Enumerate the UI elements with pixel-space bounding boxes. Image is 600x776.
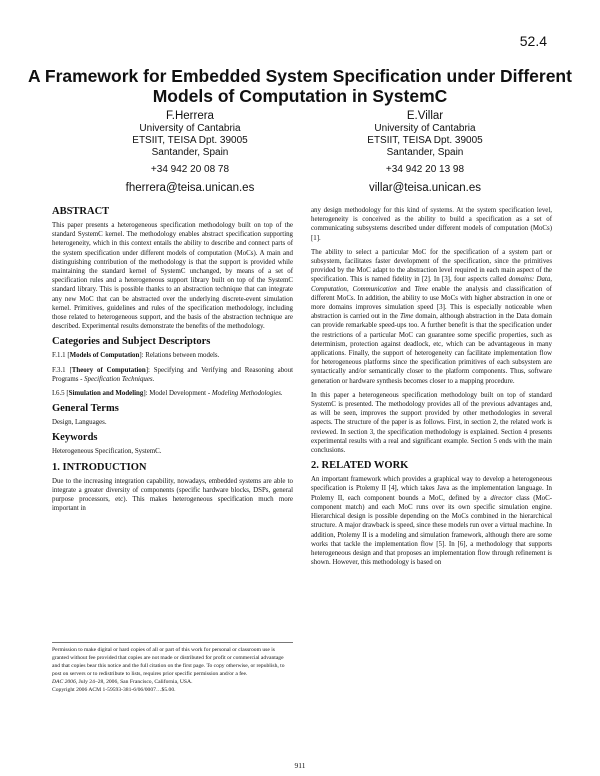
paragraph: any design methodology for this kind of systems. At the system specification level, heterogeneity is conceived as the ability to build a specification as a set of communicating subsystems described under different models of computation (MoCs) [1].: [311, 207, 552, 242]
author-affiliation: University of Cantabria: [139, 123, 241, 134]
author-email: villar@teisa.unican.es: [368, 182, 482, 194]
author-department: ETSIIT, TEISA Dpt. 39005: [367, 135, 483, 146]
paragraph: In this paper a heterogeneous specification methodology built on top of standard SystemC is presented. The methodology provides all of the previous advantages and, as will be seen, improves the support provided by other methodologies in several aspects. The structure of the paper is as follows. First, in section 2, the related work is reviewed. In section 3, the specification methodology is explained. Section 4 presents experimental results with a real and significant example. Section 5 ends with the main conclusions.: [311, 391, 552, 455]
category-item: I.6.5 [Simulation and Modeling]: Model Development - Modeling Methodologies.: [52, 390, 283, 398]
introduction-text: Due to the increasing integration capability, nowadays, embedded systems are able to integrate a greater diversity of components (specific hardware blocks, DSPs, general purpose processors, etc). This makes heterogeneous specification much more important in: [52, 477, 293, 513]
conference-line: DAC 2006, July 24–28, 2006, San Francisco, California, USA.: [52, 679, 193, 685]
author-name: E.Villar: [406, 110, 444, 122]
author-phone: +34 942 20 13 98: [385, 164, 465, 175]
general-terms-heading: General Terms: [52, 403, 119, 415]
paragraph: The ability to select a particular MoC for the specification of a system part or subsystem, facilitates faster development of the specification, since the primitives provided by the MoC adapt to the abstraction level required in each main aspect of the specification. This is named fidelity in [2]. In [3], four aspects called domains: Data, Computation, Communication and Time enable the analysis and classification of different MoCs. In addition, the ability to use MoCs with higher abstraction in one or more domains improves simulation speed [3]. This is especially noticeable when abstraction is carried out in the Time domain, although abstraction in the Data domain can provide remarkable speed-ups too. A further benefit is that the specification under the restrictions of a particular MoC can guarantee some specific properties, such as determinism, protection against deadlock, etc, which can be advantageous in many applications. Finally, the support of heterogeneity can facilitate implementation flow for heterogeneous platforms since the specification primitives of each subsystem are syntactically and/or semantically closer to the platform components. Thus, software generation or hardware synthesis becomes closer to a mapping procedure.: [311, 248, 552, 385]
keywords-text: Heterogeneous Specification, SystemC.: [52, 448, 162, 456]
author-city: Santander, Spain: [386, 147, 464, 158]
general-terms-text: Design, Languages.: [52, 419, 107, 427]
introduction-heading: 1. INTRODUCTION: [52, 461, 147, 473]
permission-text: Permission to make digital or hard copies of all or part of this work for personal or classroom use is granted without fee provided that copies are not made or distributed for profit or commercial advantage and that copies bear this notice and the full citation on the first page. To copy otherwise, or republish, to post on servers or to redistribute to lists, requires prior specific permission and/or a fee.: [52, 647, 285, 677]
author-name: F.Herrera: [166, 110, 214, 122]
author-affiliation: University of Cantabria: [374, 123, 476, 134]
abstract-heading: ABSTRACT: [52, 206, 110, 217]
page-number: 911: [294, 761, 306, 770]
paper-title: A Framework for Embedded System Specification under Different Models of Computation in SystemC: [28, 66, 572, 106]
category-item: F.3.1 [Theory of Computation]: Specifying and Verifying and Reasoning about Programs - Specification Techniques.: [52, 366, 293, 383]
author-city: Santander, Spain: [151, 147, 229, 158]
author-block-2: [290, 110, 560, 196]
session-number: 52.4: [519, 33, 547, 49]
right-column: [311, 206, 552, 572]
author-block-1: [55, 110, 325, 196]
keywords-heading: Keywords: [52, 432, 98, 444]
author-phone: +34 942 20 08 78: [150, 164, 230, 175]
paragraph: An important framework which provides a graphical way to develop a heterogeneous specification is Ptolemy II [4], which takes Java as the implementation language. In Ptolemy II, each component bounds a MoC, defined by a director class (MoC-component match) and each MoC runs over its own specific simulation engine. Hierarchical design is possible depending on the MoCs combined in the hierarchical structure. A major drawback is speed, since these models run over a virtual machine. In addition, Ptolemy II is a modeling and simulation framework, although there are some works that tackle the implementation flow [5]. In [6], a methodology that supports heterogeneous design and that proposes an implementation flow through refinement is shown. However, this methodology is based on: [311, 476, 552, 567]
category-item: F.1.1 [Models of Computation]: Relations between models.: [52, 352, 220, 360]
copyright-line: Copyright 2006 ACM 1-59593-381-6/06/0007…$5.00.: [52, 687, 176, 693]
abstract-text: This paper presents a heterogeneous specification methodology built on top of the standard SystemC kernel. The methodology enables abstract specification supporting heterogeneity, which in this context entails the ability to describe and connect parts of the system specification under different models of computation (MoCs). A main and distinguishing contribution of the methodology is that the support is provided while maintaining the standard kernel of SystemC unchanged, by means of a set of specification rules and a heterogeneous support library built on top of the SystemC standard library. This is possible thanks to an abstraction technique that can integrate any new MoC that can be abstracted over the underlying discrete-event simulation kernel. Primitives, guidelines and rules of the specification methodology, including those related to heterogeneous support, and the basis of the abstraction technique are described. Experimental results demonstrate the benefits of the methodology.: [52, 222, 293, 331]
categories-heading: Categories and Subject Descriptors: [52, 336, 211, 348]
author-department: ETSIIT, TEISA Dpt. 39005: [132, 135, 248, 146]
permission-notice: [52, 642, 293, 694]
author-email: fherrera@teisa.unican.es: [125, 182, 255, 194]
left-column: [52, 206, 293, 518]
related-work-heading: 2. RELATED WORK: [311, 460, 409, 472]
